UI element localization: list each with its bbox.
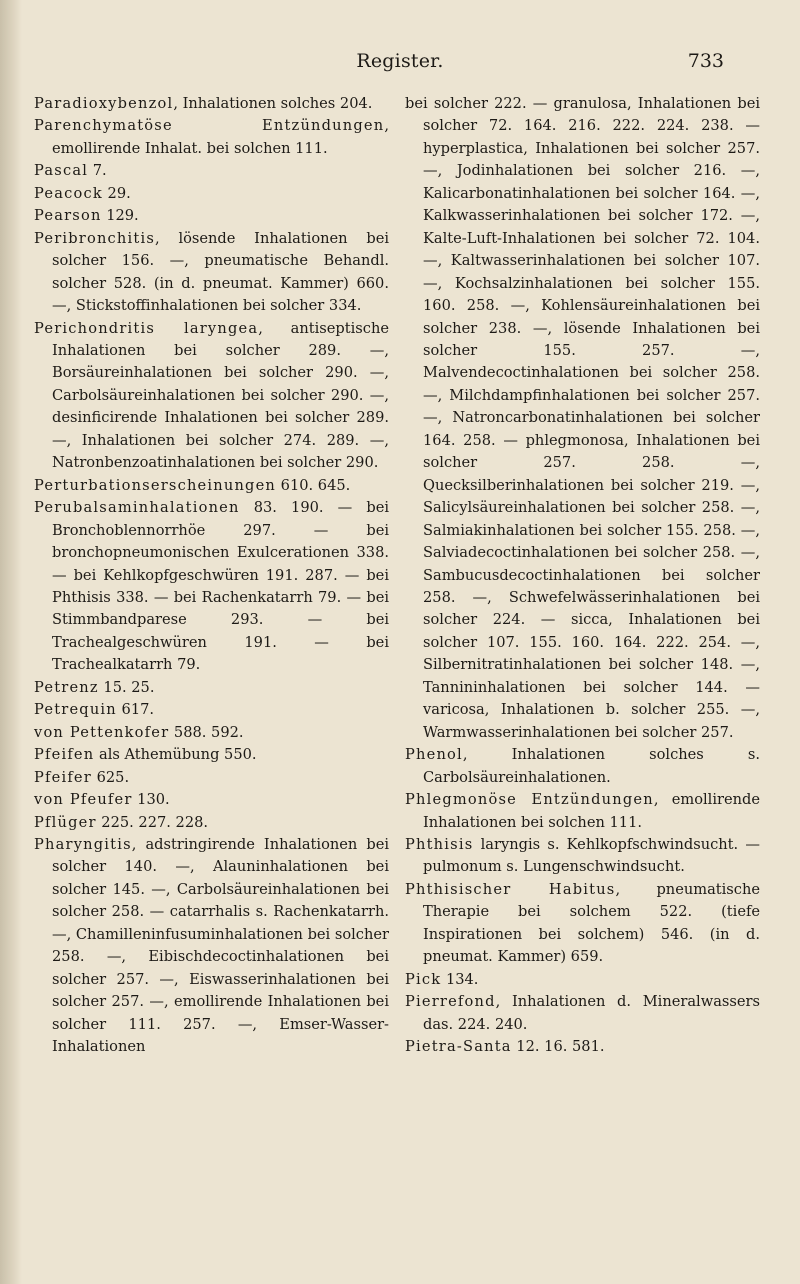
entry-text: , emollirende Inhalationen bei solchen 111. bbox=[423, 791, 760, 831]
entry-text: , Inhalationen solches 204. bbox=[173, 95, 373, 112]
entry-text: 610. 645. bbox=[276, 476, 351, 494]
right-column bbox=[405, 93, 760, 1058]
entry-text: 15. 25. bbox=[98, 678, 155, 696]
entry-headword: Phlegmonöse Entzündungen bbox=[405, 791, 654, 809]
entry-headword: Pietra-Santa bbox=[405, 1038, 512, 1056]
index-entry bbox=[34, 115, 389, 160]
entry-text: 134. bbox=[441, 970, 479, 988]
index-columns bbox=[0, 93, 800, 1273]
entry-headword: Pascal bbox=[34, 162, 89, 180]
index-entry bbox=[405, 93, 760, 744]
index-entry bbox=[34, 744, 389, 766]
entry-text: , antiseptische Inhalationen bei solcher 289. —, Borsäureinhalationen bei solcher 290. —, Carbolsäureinhalationen bei solcher 290. —, desinficirende Inhalationen bei solcher 289. —, Inhalationen bei solcher 274. 289. —, Natronbenzoatinhalationen bei solcher 290. bbox=[52, 319, 389, 472]
entry-headword: Pharyngitis bbox=[34, 835, 132, 853]
index-entry bbox=[34, 722, 389, 744]
left-column bbox=[34, 93, 389, 1058]
running-title: Register. bbox=[356, 50, 444, 72]
entry-text: 7. bbox=[88, 162, 107, 180]
index-entry bbox=[34, 183, 389, 205]
index-entry bbox=[34, 497, 389, 677]
index-entry bbox=[34, 318, 389, 475]
page-number: 733 bbox=[687, 50, 724, 72]
entry-headword: Perichondritis laryngea bbox=[34, 319, 259, 337]
entry-headword: Peacock bbox=[34, 184, 103, 202]
entry-headword: Phthisis bbox=[405, 835, 474, 853]
entry-text: 625. bbox=[91, 768, 130, 786]
index-entry bbox=[34, 93, 389, 115]
entry-text: , lösende Inhalationen bei solcher 156. —, pneumatische Behandl. solcher 528. (in d. pneumat. Kammer) 660. —, Stickstoffinhalationen bei solcher 334. bbox=[52, 229, 389, 315]
entry-headword: Parenchymatöse Entzündungen bbox=[34, 117, 385, 135]
index-entry bbox=[34, 812, 389, 834]
entry-headword: von Pfeufer bbox=[34, 791, 133, 809]
entry-text: , Inhalationen d. Mineralwassers das. 224. 240. bbox=[423, 993, 760, 1033]
index-entry bbox=[34, 205, 389, 227]
entry-text: 129. bbox=[101, 207, 139, 225]
entry-text: 588. 592. bbox=[169, 723, 244, 741]
index-entry bbox=[405, 991, 760, 1036]
index-entry bbox=[34, 699, 389, 721]
entry-text: 617. bbox=[116, 701, 155, 719]
entry-headword: von Pettenkofer bbox=[34, 723, 170, 741]
entry-headword: Phthisischer Habitus bbox=[405, 880, 616, 898]
entry-text: 130. bbox=[132, 791, 170, 809]
entry-headword: Paradioxybenzol bbox=[34, 95, 174, 112]
index-entry bbox=[34, 228, 389, 318]
index-entry bbox=[34, 677, 389, 699]
entry-headword: Pierrefond bbox=[405, 993, 496, 1011]
index-entry bbox=[405, 1036, 760, 1058]
entry-text: 83. 190. — bei Bronchoblennorrhöe 297. — bei bronchopneumonischen Exulcerationen 338. — bei Kehlkopfgeschwüren 191. 287. — bei Phthisis 338. — bei Rachenkatarrh 79. — bei Stimmbandparese 293. — bei Trachealgeschwüren 191. — bei Trachealkatarrh 79. bbox=[52, 499, 389, 674]
entry-text: , emollirende Inhalat. bei solchen 111. bbox=[52, 117, 389, 157]
entry-headword: Phenol bbox=[405, 746, 463, 764]
entry-headword: Perubalsaminhalationen bbox=[34, 499, 240, 517]
entry-headword: Pearson bbox=[34, 207, 102, 225]
entry-headword: Pfeifer bbox=[34, 768, 92, 786]
index-entry bbox=[405, 969, 760, 991]
index-entry bbox=[34, 767, 389, 789]
entry-headword: Petrequin bbox=[34, 701, 117, 719]
index-entry bbox=[405, 744, 760, 789]
entry-headword: Perturbationserscheinungen bbox=[34, 476, 277, 494]
entry-headword: Peribronchitis bbox=[34, 229, 156, 247]
page-header bbox=[0, 50, 800, 80]
entry-text: 29. bbox=[102, 184, 131, 202]
index-entry bbox=[34, 160, 389, 182]
entry-text: 12. 16. 581. bbox=[511, 1038, 605, 1056]
entry-text: , pneumatische Therapie bei solchem 522. (tiefe Inspirationen bei solchem) 546. (in d. pneumat. Kammer) 659. bbox=[423, 880, 761, 966]
entry-headword: Pick bbox=[405, 970, 442, 988]
index-entry bbox=[405, 834, 760, 879]
entry-text: als Athemübung 550. bbox=[94, 746, 257, 764]
entry-text: , adstringirende Inhalationen bei solcher 140. —, Alauninhalationen bei solcher 145. —, Carbolsäureinhalationen bei solcher 258. — catarrhalis s. Rachenkatarrh. —, Chamilleninfusuminhalationen bei solcher 258. —, Eibischdecoctinhalationen bei solcher 257. —, Eiswasserinhalationen bei solcher 257. —, emollirende Inhalationen bei solcher 111. 257. —, Emser-Wasser-Inhalationen bbox=[52, 835, 389, 1056]
entry-text: bei solcher 222. — granulosa, Inhalationen bei solcher 72. 164. 216. 222. 224. 238. — hyperplastica, Inhalationen bei solcher 257. —, Jodinhalationen bei solcher 216. —, Kalicarbonatinhalationen bei solcher 164. —, Kalkwasserinhalationen bei solcher 172. —, Kalte-Luft-Inhalationen bei solcher 72. 104. —, Kaltwasserinhalationen bei solcher 107. —, Kochsalzinhalationen bei solcher 155. 160. 258. —, Kohlensäureinhalationen bei solcher 238. —, lösende Inhalationen bei solcher 155. 257. —, Malvendecoctinhalationen bei solcher 258. —, Milchdampfinhalationen bei solcher 257. —, Natroncarbonatinhalationen bei solcher 164. 258. — phlegmonosa, Inhalationen bei solcher 257. 258. —, Quecksilberinhalationen bei solcher 219. —, Salicylsäureinhalationen bei solcher 258. —, Salmiakinhalationen bei solcher 155. 258. —, Salviadecoctinhalationen bei solcher 258. —, Sambucusdecoctinhalationen bei solcher 258. —, Schwefelwässerinhalationen bei solcher 224. — sicca, Inhalationen bei solcher 107. 155. 160. 164. 222. 254. —, Silbernitratinhalationen bei solcher 148. —, Tannininhalationen bei solcher 144. — varicosa, Inhalationen b. solcher 255. —, Warmwasserinhalationen bei solcher 257. bbox=[405, 95, 760, 741]
index-entry bbox=[405, 879, 760, 969]
index-entry bbox=[34, 834, 389, 1059]
entry-headword: Petrenz bbox=[34, 678, 99, 696]
entry-text: , Inhalationen solches s. Carbolsäureinhalationen. bbox=[423, 746, 760, 786]
entry-headword: Pfeifen bbox=[34, 746, 95, 764]
entry-text: laryngis s. Kehlkopfschwindsucht. — pulmonum s. Lungenschwindsucht. bbox=[423, 835, 760, 876]
index-entry bbox=[34, 789, 389, 811]
entry-text: 225. 227. 228. bbox=[96, 813, 209, 831]
entry-headword: Pflüger bbox=[34, 813, 97, 831]
index-entry bbox=[34, 475, 389, 497]
index-entry bbox=[405, 789, 760, 834]
